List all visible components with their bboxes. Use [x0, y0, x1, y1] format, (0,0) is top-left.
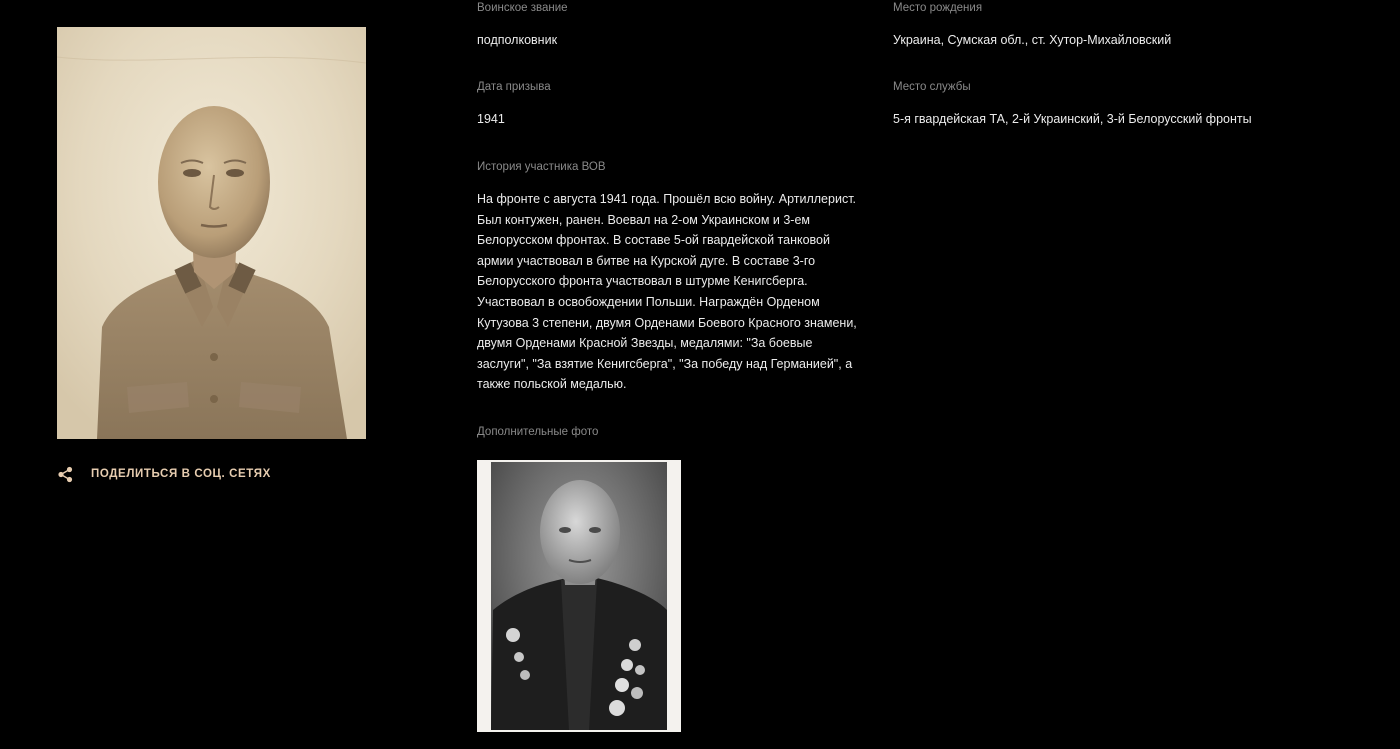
share-icon — [57, 466, 74, 483]
history-text: На фронте с августа 1941 года. Прошёл всю войну. Артиллерист. Был контужен, ранен. Воевал на 2-ом Украинском и 3-ем Белорусском фронтах. В составе 5-ой гвардейской танковой армии участвовал в битве на Курской дуге. В составе 3-го Белорусского фронта участвовал в штурме Кенигсберга. Участвовал в освобождении Польши. Награждён Орденом Кутузова 3 степени, двумя Орденами Боевого Красного знамени, двумя Орденами Красной Звезды, медалями: "За боевые заслуги", "За взятие Кенигсберга", "За победу над Германией", а также польской медалью. — [477, 192, 857, 392]
extra-photos-label: Дополнительные фото — [477, 426, 599, 438]
share-label: ПОДЕЛИТЬСЯ В СОЦ. СЕТЯХ — [91, 468, 271, 480]
rank-label: Воинское звание — [477, 2, 568, 14]
service-place-value: 5-я гвардейская ТА, 2-й Украинский, 3-й Белорусский фронты — [893, 112, 1252, 126]
service-place-label: Место службы — [893, 81, 971, 93]
main-portrait-photo[interactable] — [57, 27, 366, 439]
history-label: История участника ВОВ — [477, 161, 606, 173]
birthplace-label: Место рождения — [893, 2, 983, 14]
draft-date-value: 1941 — [477, 112, 505, 126]
birthplace-value: Украина, Сумская обл., ст. Хутор-Михайловский — [893, 33, 1172, 47]
extra-photo[interactable] — [477, 460, 681, 732]
portrait-illustration — [57, 27, 366, 439]
draft-date-label: Дата призыва — [477, 81, 551, 93]
extra-photo-illustration — [477, 460, 681, 732]
share-button[interactable] — [57, 463, 271, 485]
rank-value: подполковник — [477, 33, 558, 47]
